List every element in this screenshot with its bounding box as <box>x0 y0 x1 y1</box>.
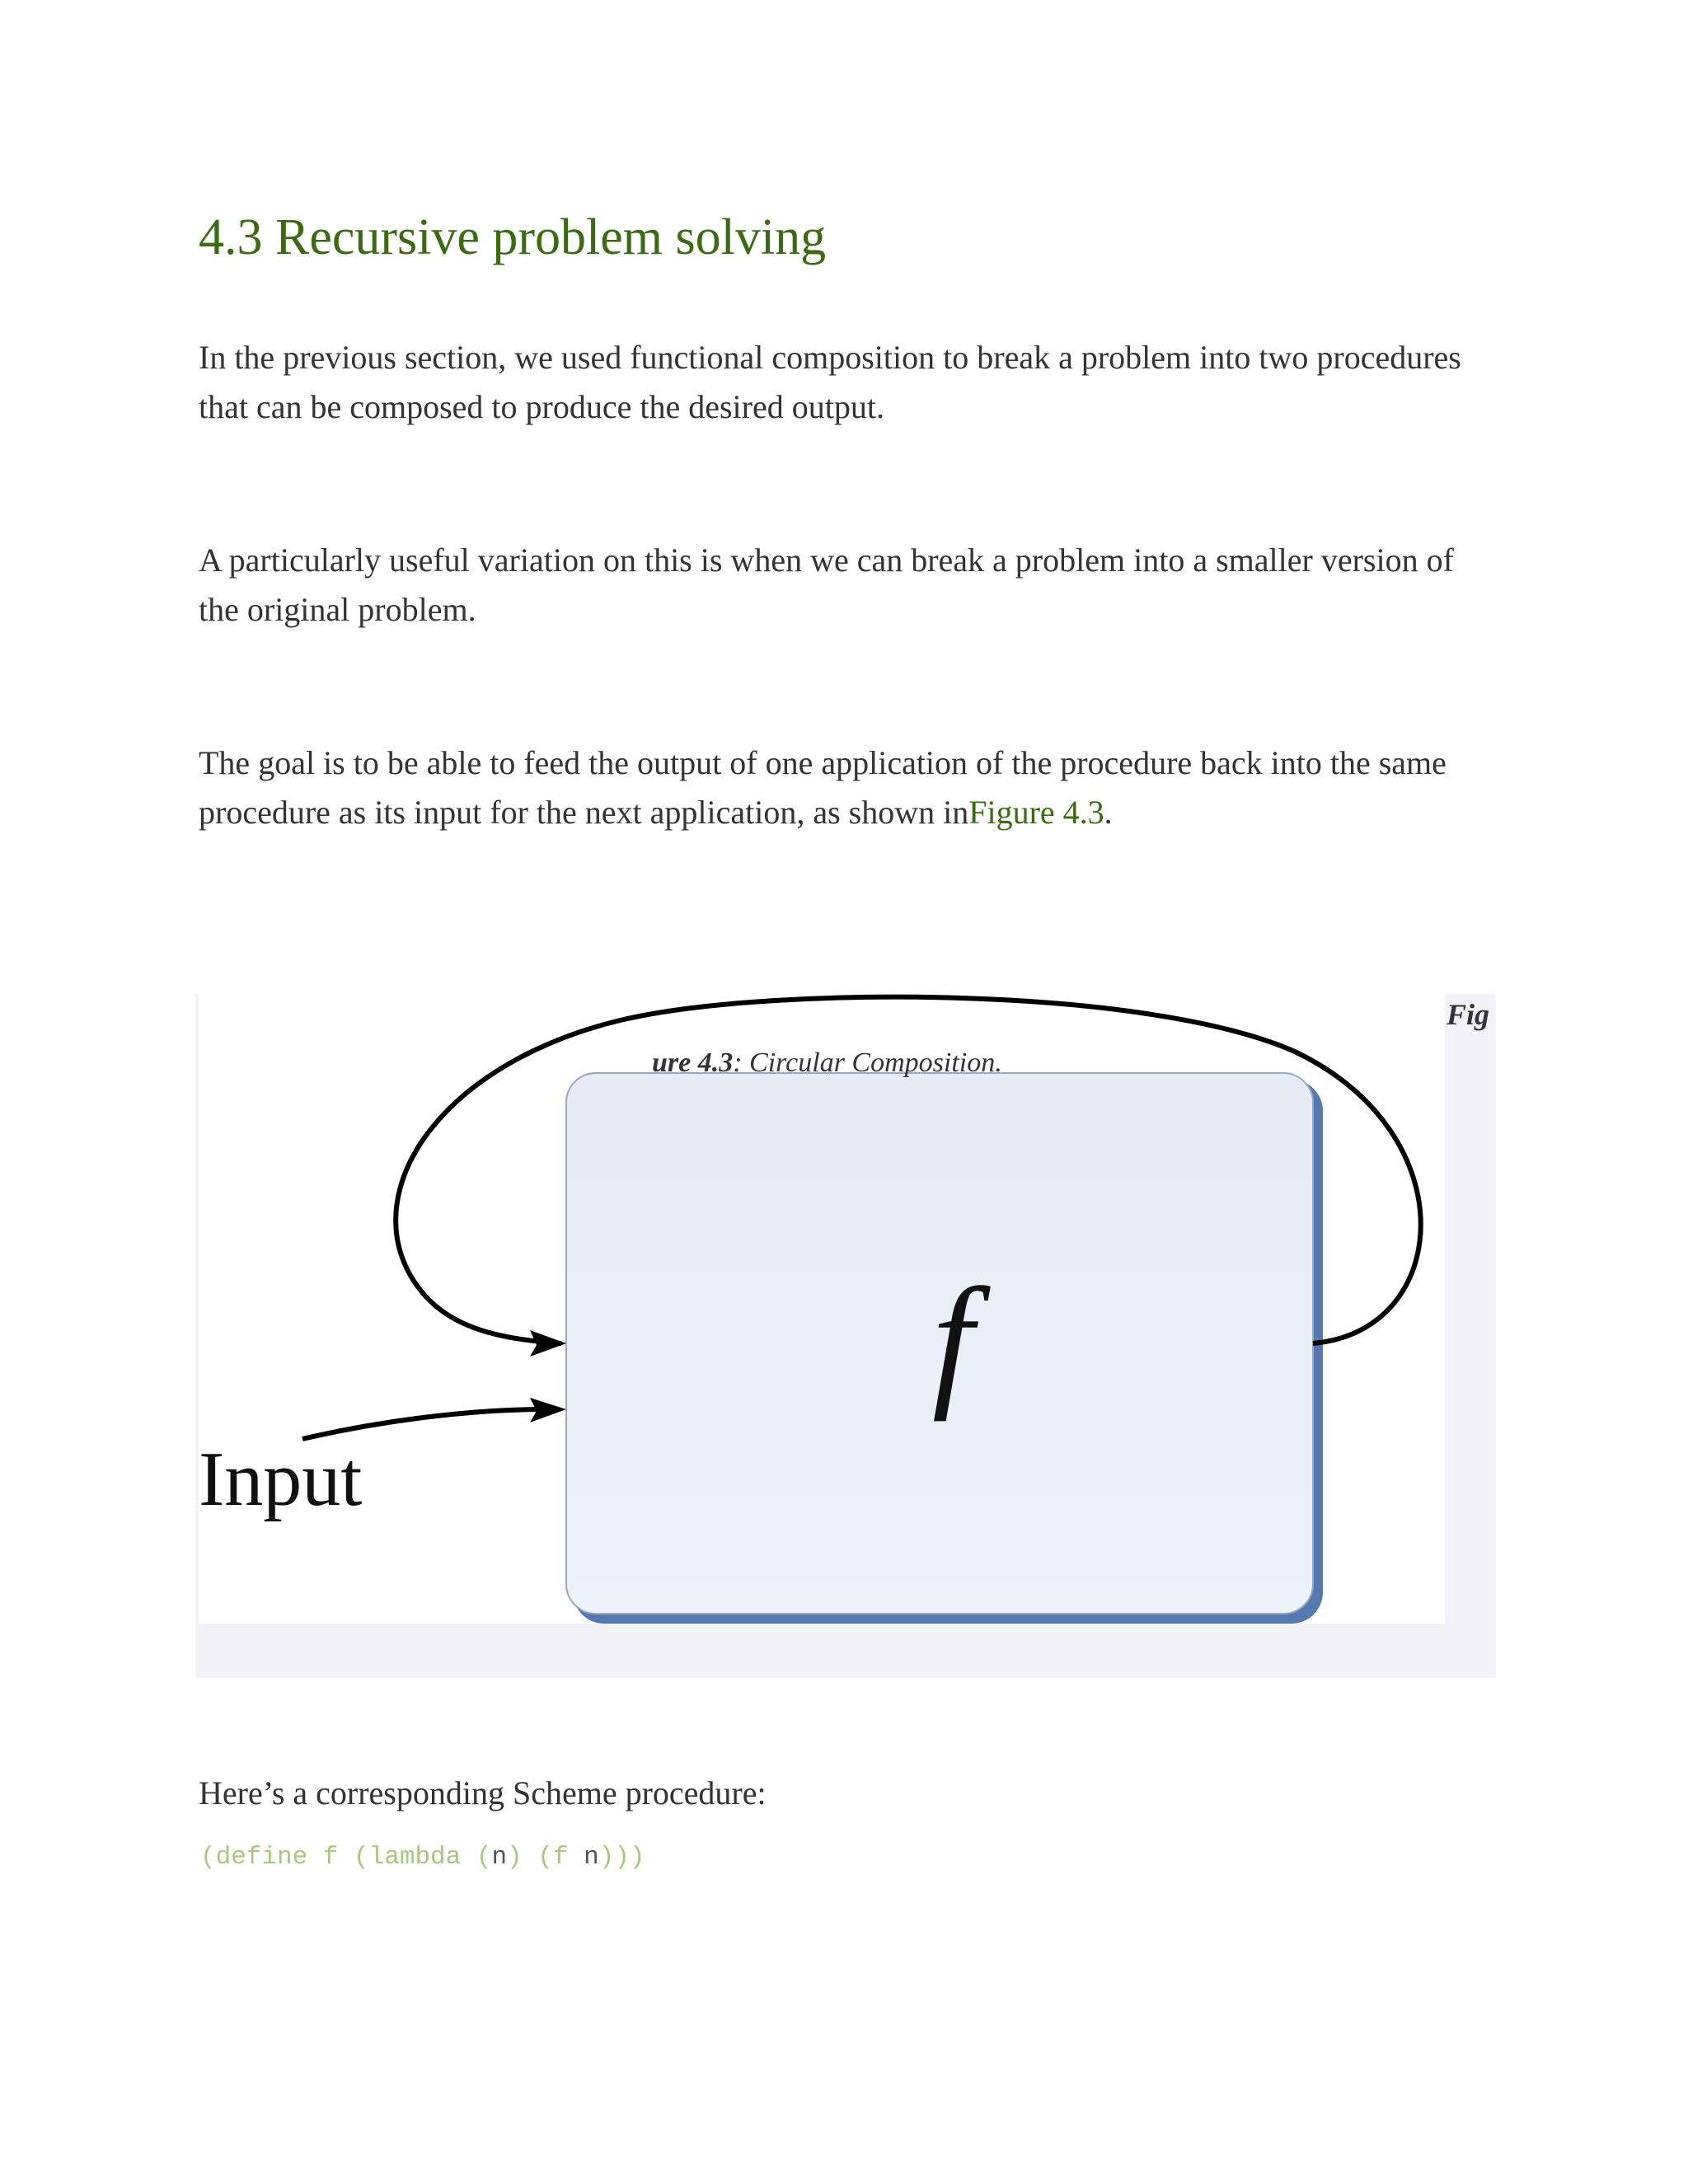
figure-caption <box>652 1045 1002 1081</box>
code-token-lambda: (lambda ( <box>354 1843 492 1872</box>
paragraph-goal-end: . <box>1104 794 1113 831</box>
code-token-call: ) (f <box>507 1843 584 1872</box>
code-token-name: f <box>307 1843 354 1872</box>
code-snippet <box>200 1840 645 1876</box>
code-token-param: n <box>491 1843 508 1872</box>
code-token-arg: n <box>584 1843 599 1872</box>
input-arrow <box>302 1409 545 1439</box>
figure-caption-text: : Circular Composition. <box>733 1047 1002 1078</box>
figure-4-3-link[interactable]: Figure 4.3 <box>968 794 1104 831</box>
code-token-close: ))) <box>598 1843 645 1872</box>
paragraph-variation: A particularly useful variation on this is when we can break a problem into a smaller version of the original problem. <box>199 541 1454 628</box>
paragraph-goal-text: The goal is to be able to feed the output of one application of the procedure back into the same procedure as its input for the next application, as shown in <box>199 744 1447 831</box>
input-label: Input <box>199 1436 363 1522</box>
diagram-svg <box>199 994 1445 1624</box>
paragraph-scheme-intro: Here’s a corresponding Scheme procedure: <box>199 1774 767 1811</box>
paragraph-composition: In the previous section, we used functional composition to break a problem into two procedures that can be composed to produce the desired output. <box>199 339 1461 425</box>
paragraph-goal <box>199 738 1534 837</box>
section-heading: 4.3 Recursive problem solving <box>199 209 827 265</box>
figure-4-3 <box>195 994 1496 1678</box>
function-label: f <box>932 1258 974 1422</box>
figure-caption-number: ure 4.3 <box>652 1047 734 1078</box>
circular-composition-diagram <box>199 994 1445 1624</box>
code-token-define: (define <box>200 1843 308 1872</box>
figure-caption-prefix: Fig <box>1447 998 1490 1031</box>
